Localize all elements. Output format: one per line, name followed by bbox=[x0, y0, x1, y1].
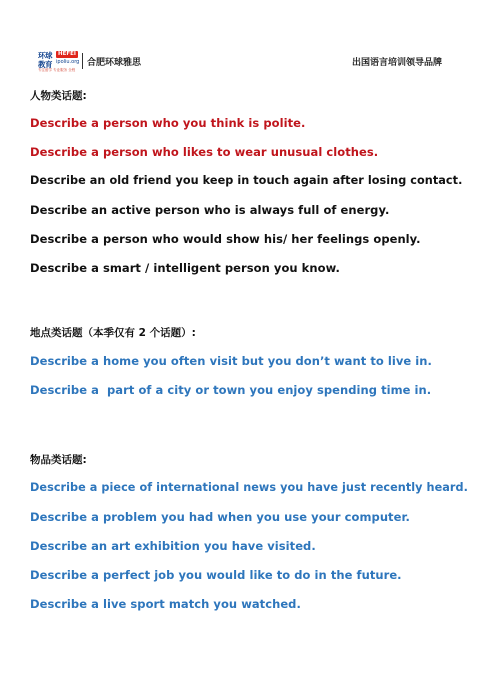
topic-item: Describe a home you often visit but you don’t want to live in. bbox=[30, 354, 432, 368]
topic-item: Describe a perfect job you would like to do in the future. bbox=[30, 568, 402, 582]
section-title-people: 人物类话题: bbox=[30, 90, 87, 102]
topic-item: Describe a person who likes to wear unusual clothes. bbox=[30, 145, 379, 159]
logo bbox=[38, 50, 141, 72]
logo-url: ipoliu.org bbox=[56, 59, 80, 65]
topic-item: Describe a live sport match you watched. bbox=[30, 597, 301, 611]
topic-item: Describe a part of a city or town you enjoy spending time in. bbox=[30, 383, 432, 397]
section-title-objects: 物品类话题: bbox=[30, 454, 87, 466]
topic-item: Describe a smart / intelligent person you know. bbox=[30, 261, 340, 275]
logo-badge: HEFEI bbox=[58, 51, 76, 57]
topic-item: Describe a person who you think is polite. bbox=[30, 116, 306, 130]
section-title-places: 地点类话题（本季仅有 2 个话题）: bbox=[30, 327, 196, 339]
topic-item: Describe an old friend you keep in touch again after losing contact. bbox=[30, 174, 463, 187]
page-header bbox=[38, 50, 442, 72]
logo-divider bbox=[82, 53, 83, 69]
header-slogan: 出国语言培训领导品牌 bbox=[351, 58, 442, 68]
logo-tagline: 专注留学 专业服务 全程 bbox=[38, 68, 76, 72]
logo-name: 合肥环球雅思 bbox=[87, 57, 142, 68]
topic-item: Describe an art exhibition you have visited. bbox=[30, 539, 316, 553]
logo-mark bbox=[38, 50, 78, 72]
topic-item: Describe a problem you had when you use your computer. bbox=[30, 510, 410, 524]
topic-item: Describe a piece of international news you have just recently heard. bbox=[30, 481, 468, 494]
logo-chinese-text: 环球教育 bbox=[38, 51, 52, 69]
topic-item: Describe a person who would show his/ her feelings openly. bbox=[30, 232, 421, 246]
topic-item: Describe an active person who is always full of energy. bbox=[30, 203, 390, 217]
